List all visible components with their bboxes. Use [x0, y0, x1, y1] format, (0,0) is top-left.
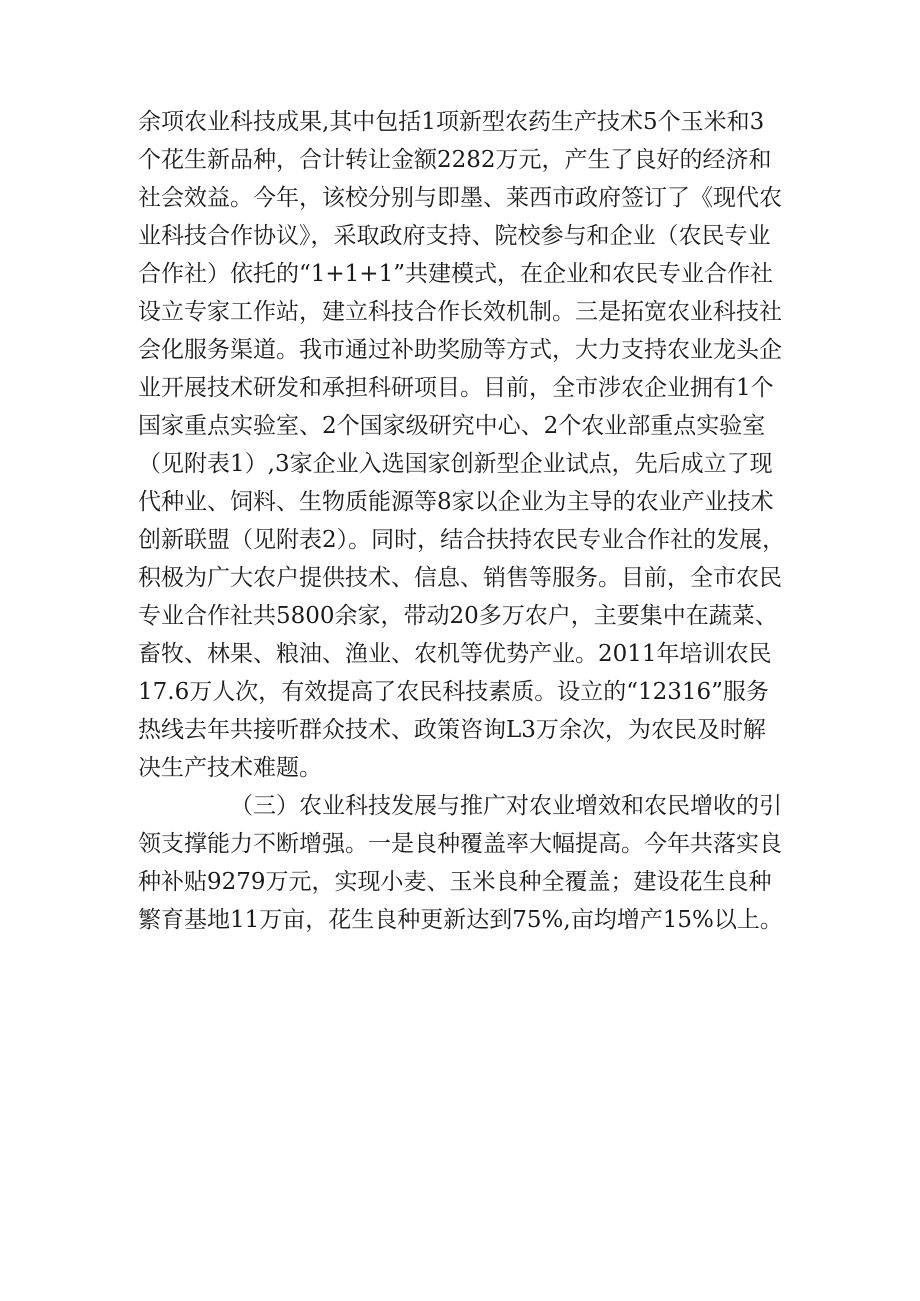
- text-line: （见附表1）,3家企业入选国家创新型企业试点，先后成立了现: [138, 451, 773, 477]
- text-line: 繁育基地11万亩，花生良种更新达到75%,亩均增产15%以上。: [138, 907, 783, 933]
- text-line: 国家重点实验室、2个国家级研究中心、2个农业部重点实验室: [138, 413, 766, 439]
- text-line: 决生产技术难题。: [138, 755, 322, 781]
- text-line: 种补贴9279万元，实现小麦、玉米良种全覆盖；建设花生良种: [138, 869, 772, 895]
- text-line: 社会效益。今年，该校分别与即墨、莱西市政府签订了《现代农: [138, 185, 782, 211]
- text-line: 创新联盟（见附表2）。同时，结合扶持农民专业合作社的发展，: [138, 527, 786, 553]
- text-line: 会化服务渠道。我市通过补助奖励等方式，大力支持农业龙头企: [138, 337, 782, 363]
- text-line: 畜牧、林果、粮油、渔业、农机等优势产业。2011年培训农民: [138, 641, 772, 667]
- body-text: [138, 103, 798, 939]
- text-line: 热线去年共接听群众技术、政策咨询L3万余次，为农民及时解: [138, 717, 766, 743]
- section-heading-line: （三）农业科技发展与推广对农业增效和农民增收的引: [230, 793, 782, 819]
- text-line: 业科技合作协议》，采取政府支持、院校参与和企业（农民专业: [138, 223, 771, 249]
- text-line: 代种业、饲料、生物质能源等8家以企业为主导的农业产业技术: [138, 489, 774, 515]
- text-line: 积极为广大农户提供技术、信息、销售等服务。目前，全市农民: [138, 565, 782, 591]
- text-line: 17.6万人次，有效提高了农民科技素质。设立的“12316”服务: [138, 679, 769, 705]
- text-line: 余项农业科技成果,其中包括1项新型农药生产技术5个玉米和3: [138, 109, 765, 135]
- text-line: 领支撑能力不断增强。一是良种覆盖率大幅提高。今年共落实良: [138, 831, 782, 857]
- text-line: 合作社）依托的“1+1+1”共建模式，在企业和农民专业合作社: [138, 261, 773, 287]
- text-line: 专业合作社共5800余家，带动20多万农户，主要集中在蔬菜、: [138, 603, 778, 629]
- text-line: 设立专家工作站，建立科技合作长效机制。三是拓宽农业科技社: [138, 299, 782, 325]
- text-line: 个花生新品种，合计转让金额2282万元，产生了良好的经济和: [138, 147, 772, 173]
- text-line: 业开展技术研发和承担科研项目。目前，全市涉农企业拥有1个: [138, 375, 774, 401]
